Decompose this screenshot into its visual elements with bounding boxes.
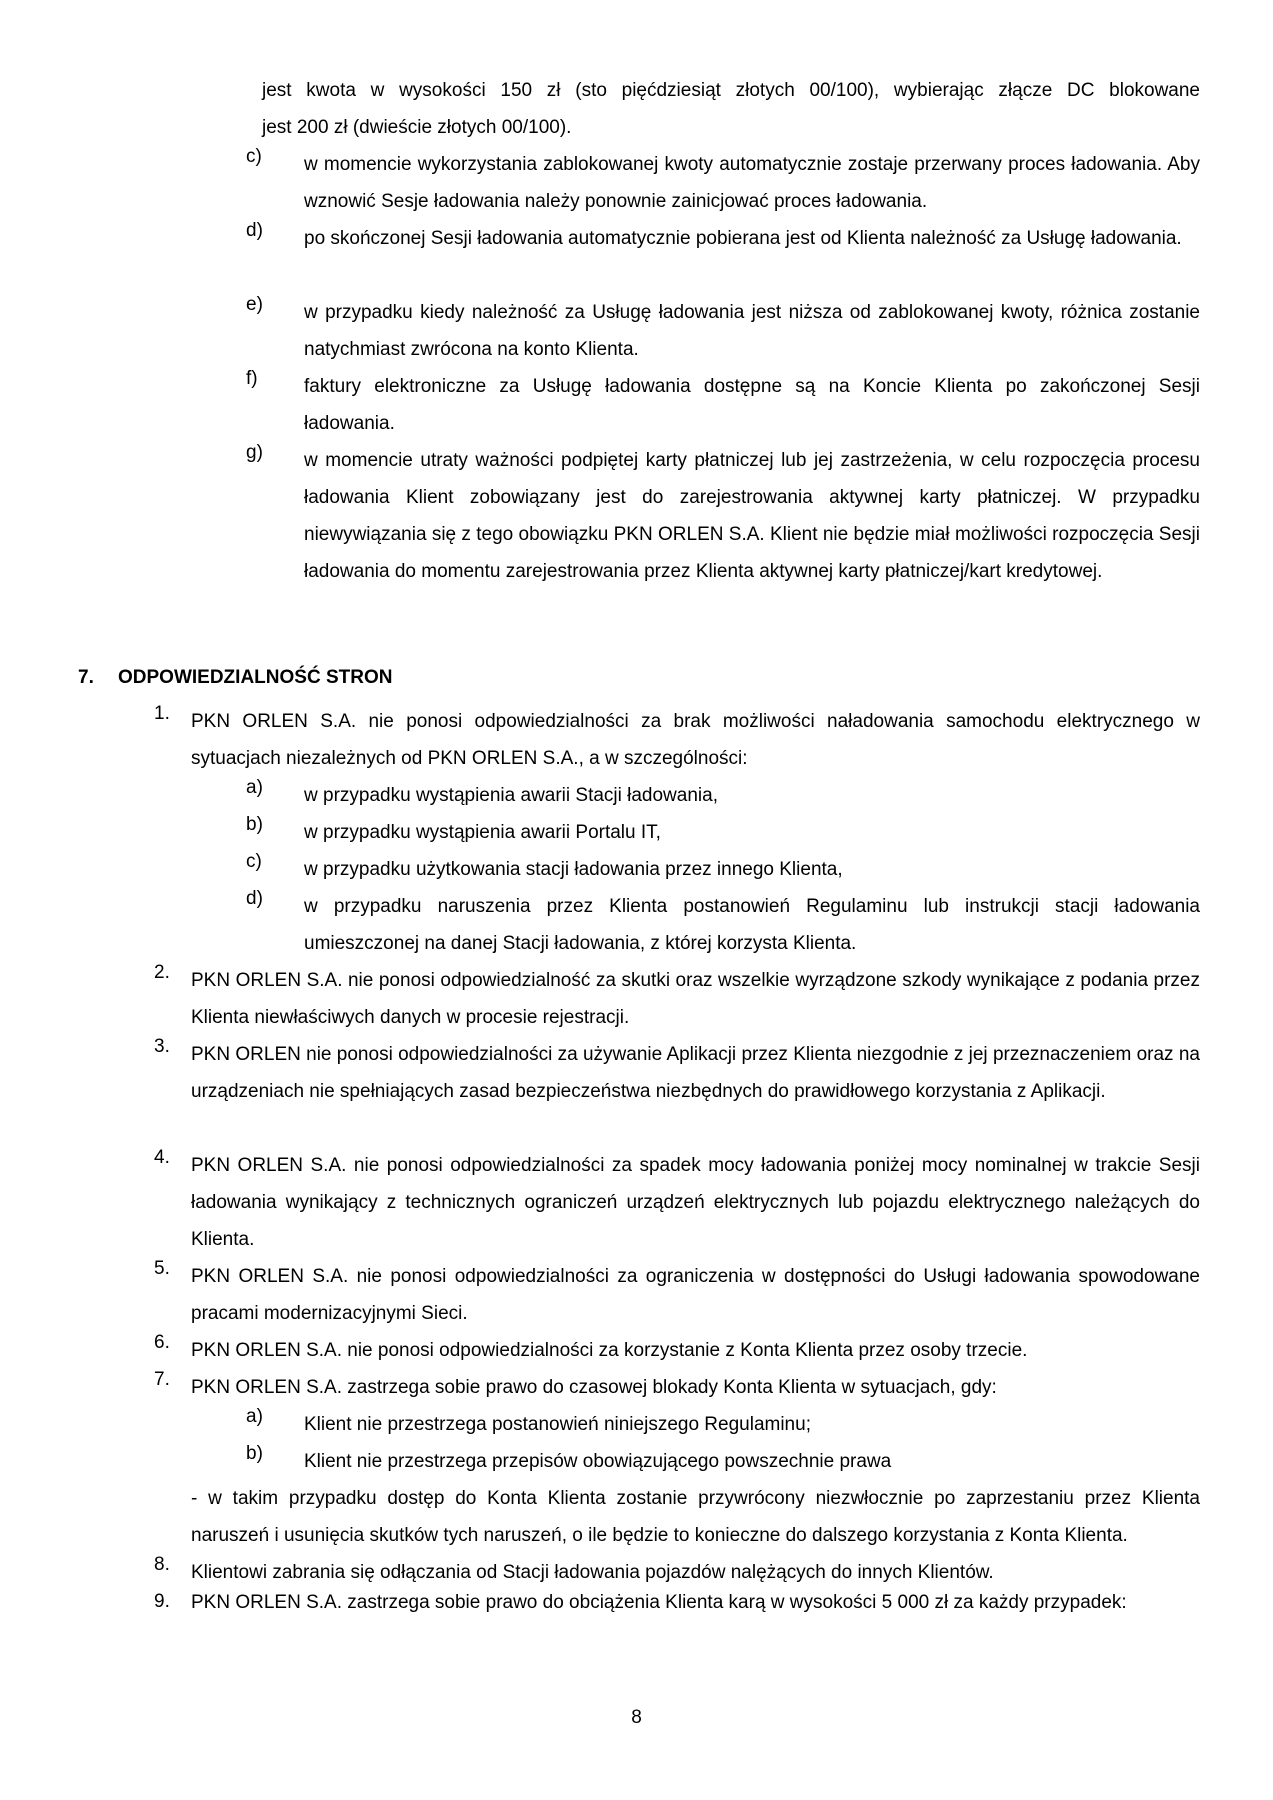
list-text: w przypadku wystąpienia awarii Portalu IT, bbox=[304, 822, 661, 843]
section-number: 7. bbox=[78, 667, 94, 688]
item-text: PKN ORLEN S.A. zastrzega sobie prawo do czasowej blokady Konta Klienta w sytuacjach, gdy: bbox=[191, 1377, 997, 1398]
list-text: w przypadku naruszenia przez Klienta postanowień Regulaminu lub instrukcji stacji ładowania umieszczonej na danej Stacji ładowania, z której korzysta Klienta. bbox=[304, 896, 1200, 954]
item-number: 1. bbox=[154, 703, 170, 724]
item-text: PKN ORLEN S.A. nie ponosi odpowiedzialności za spadek mocy ładowania poniżej mocy nominalnej w trakcie Sesji ładowania wynikający z technicznych ograniczeń urządzeń elektrycznych lub pojazdu elektrycznego należących do Klienta. bbox=[191, 1155, 1200, 1250]
item-number: 6. bbox=[154, 1332, 170, 1353]
list-marker: f) bbox=[246, 368, 258, 389]
page-number: 8 bbox=[631, 1707, 642, 1728]
list-marker: g) bbox=[246, 442, 263, 463]
item-text: PKN ORLEN nie ponosi odpowiedzialności za używanie Aplikacji przez Klienta niezgodnie z jej przeznaczeniem oraz na urządzeniach nie spełniających zasad bezpieczeństwa niezbędnych do prawidłowego korzystania z Aplikacji. bbox=[191, 1044, 1200, 1102]
list-text: w przypadku wystąpienia awarii Stacji ładowania, bbox=[304, 785, 718, 806]
list-text: w momencie utraty ważności podpiętej karty płatniczej lub jej zastrzeżenia, w celu rozpoczęcia procesu ładowania Klient zobowiązany jest do zarejestrowania aktywnej karty płatniczej. W przypadku niewywiązania się z tego obowiązku PKN ORLEN S.A. Klient nie będzie miał możliwości rozpoczęcia Sesji ładowania do momentu zarejestrowania przez Klienta aktywnej karty płatniczej/kart kredytowej. bbox=[304, 450, 1200, 582]
item-number: 3. bbox=[154, 1036, 170, 1057]
list-text: po skończonej Sesji ładowania automatycznie pobierana jest od Klienta należność za Usługę ładowania. bbox=[304, 228, 1182, 249]
list-marker: d) bbox=[246, 888, 263, 909]
list-marker: c) bbox=[246, 146, 262, 167]
list-marker: b) bbox=[246, 1443, 263, 1464]
section-heading bbox=[78, 667, 392, 689]
item-number: 4. bbox=[154, 1147, 170, 1168]
item-number: 7. bbox=[154, 1369, 170, 1390]
item-text: Klientowi zabrania się odłączania od Stacji ładowania pojazdów nalężących do innych Klientów. bbox=[191, 1562, 994, 1583]
list-marker: a) bbox=[246, 1406, 263, 1427]
item-number: 8. bbox=[154, 1554, 170, 1575]
item-number: 2. bbox=[154, 962, 170, 983]
list-text: faktury elektroniczne za Usługę ładowania dostępne są na Koncie Klienta po zakończonej Sesji ładowania. bbox=[304, 376, 1200, 434]
list-text: Klient nie przestrzega postanowień niniejszego Regulaminu; bbox=[304, 1414, 811, 1435]
list-marker: a) bbox=[246, 777, 263, 798]
item-7-note: - w takim przypadku dostęp do Konta Klienta zostanie przywrócony niezwłocznie po zaprzestaniu przez Klienta naruszeń i usunięcia skutków tych naruszeń, o ile będzie to konieczne do dalszego korzystania z Konta Klienta. bbox=[191, 1488, 1200, 1546]
continuation-line-1: jest kwota w wysokości 150 zł (sto pięćdziesiąt złotych 00/100), wybierając złącze DC blokowane bbox=[262, 80, 1200, 101]
list-marker: b) bbox=[246, 814, 263, 835]
list-marker: d) bbox=[246, 220, 263, 241]
item-text: PKN ORLEN S.A. nie ponosi odpowiedzialność za skutki oraz wszelkie wyrządzone szkody wynikające z podania przez Klienta niewłaściwych danych w procesie rejestracji. bbox=[191, 970, 1200, 1028]
item-text: PKN ORLEN S.A. zastrzega sobie prawo do obciążenia Klienta karą w wysokości 5 000 zł za każdy przypadek: bbox=[191, 1592, 1127, 1613]
item-number: 5. bbox=[154, 1258, 170, 1279]
item-number: 9. bbox=[154, 1591, 170, 1612]
list-text: Klient nie przestrzega przepisów obowiązującego powszechnie prawa bbox=[304, 1451, 892, 1472]
item-text: PKN ORLEN S.A. nie ponosi odpowiedzialności za ograniczenia w dostępności do Usługi ładowania spowodowane pracami modernizacyjnymi Sieci. bbox=[191, 1266, 1200, 1324]
continuation-line-2: jest 200 zł (dwieście złotych 00/100). bbox=[262, 117, 572, 138]
item-text: PKN ORLEN S.A. nie ponosi odpowiedzialności za brak możliwości naładowania samochodu elektrycznego w sytuacjach niezależnych od PKN ORLEN S.A., a w szczególności: bbox=[191, 711, 1200, 769]
list-text: w przypadku użytkowania stacji ładowania przez innego Klienta, bbox=[304, 859, 843, 880]
item-text: PKN ORLEN S.A. nie ponosi odpowiedzialności za korzystanie z Konta Klienta przez osoby trzecie. bbox=[191, 1340, 1028, 1361]
list-text: w momencie wykorzystania zablokowanej kwoty automatycznie zostaje przerwany proces ładowania. Aby wznowić Sesje ładowania należy ponownie zainicjować proces ładowania. bbox=[304, 154, 1200, 212]
section-title: ODPOWIEDZIALNOŚĆ STRON bbox=[118, 667, 393, 688]
list-text: w przypadku kiedy należność za Usługę ładowania jest niższa od zablokowanej kwoty, różnica zostanie natychmiast zwrócona na konto Klienta. bbox=[304, 302, 1200, 360]
list-marker: e) bbox=[246, 294, 263, 315]
list-marker: c) bbox=[246, 851, 262, 872]
